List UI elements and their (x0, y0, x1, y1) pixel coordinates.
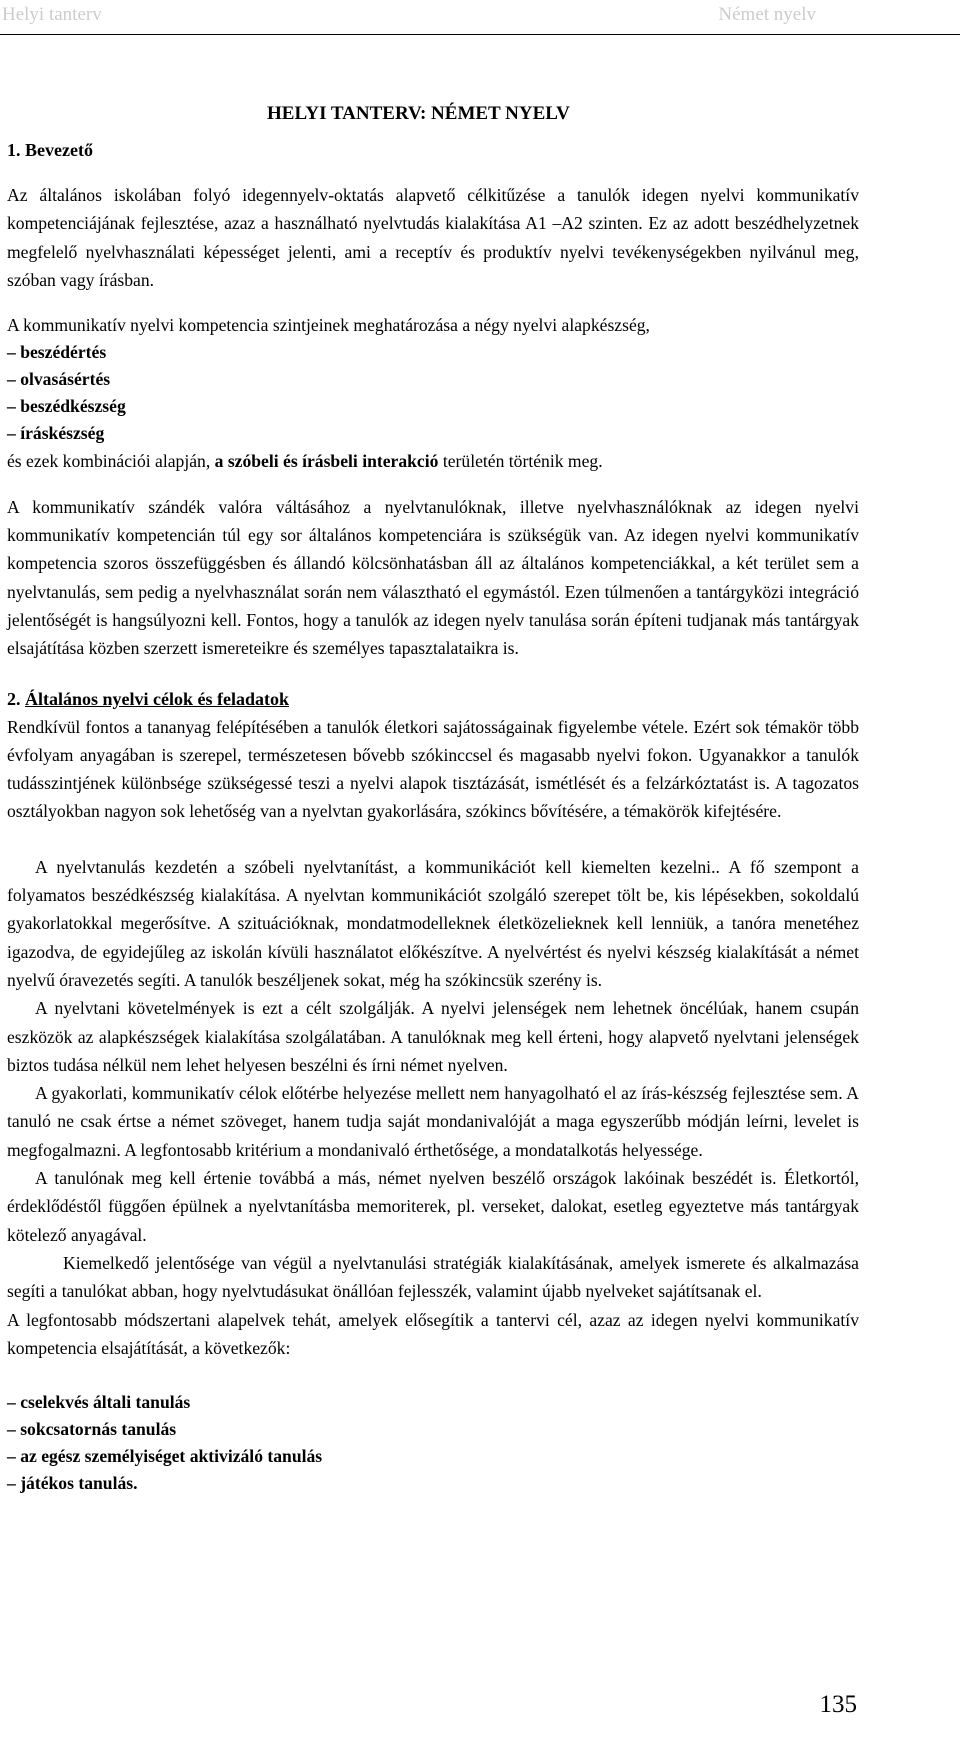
section-2-paragraph-4: A gyakorlati, kommunikatív célok előtérbe helyezése mellett nem hanyagolható el az írás-készség fejlesztése sem. A tanuló ne csak értse a német szöveget, hanem tudja saját mondanivalóját a maga egyszerűbb módján leírni, levelet is megfogalmazni. A legfontosabb kritérium a mondanivaló érthetősége, a mondatalkotás helyessége. (7, 1083, 859, 1160)
principle-item: – játékos tanulás. (7, 1473, 138, 1494)
page-header (0, 0, 960, 35)
document-title: HELYI TANTERV: NÉMET NYELV (267, 103, 570, 124)
principles-list (7, 1389, 859, 1497)
skill-item: – beszédkészség (7, 396, 126, 417)
section-2-paragraph-3: A nyelvtani követelmények is ezt a célt szolgálják. A nyelvi jelenségek nem lehetnek öncélúak, hanem csupán eszközök az alapkészségek kialakítása szolgálatában. A tanulóknak meg kell érteni, hogy alapvető nyelvtani jelenségek biztos tudása nélkül nem lehet helyesen beszélni és írni német nyelven. (7, 998, 859, 1075)
principle-item: – cselekvés általi tanulás (7, 1392, 191, 1413)
section-2-heading: 2. Általános nyelvi célok és feladatok (7, 688, 289, 709)
principle-item: – az egész személyiséget aktivizáló tanulás (7, 1446, 323, 1467)
section-1-paragraph-2-end: és ezek kombinációi alapján, a szóbeli és írásbeli interakció területén történik meg. (7, 451, 603, 472)
page-number: 135 (819, 1691, 857, 1718)
skill-item: – íráskészség (7, 423, 105, 444)
section-1-heading: 1. Bevezető (7, 140, 93, 160)
section-2-paragraph-2: A nyelvtanulás kezdetén a szóbeli nyelvtanítást, a kommunikációt kell kiemelten kezelni.. A fő szempont a folyamatos beszédkészség kialakítása. A nyelvtan kommunikációt szolgáló szerepet tölt be, kis lépésekben, sokoldalú gyakorlatokkal megerősítve. A szituációknak, mondatmodelleknek életközelieknek kell lenniük, a tanóra menetéhez igazodva, de egyidejűleg az iskolán kívüli használatot előkészítve. A nyelvértést és nyelvi készség kialakítását a német nyelvű óravezetés segíti. A tanulók beszéljenek sokat, még ha szókincsük szerény is. (7, 856, 859, 990)
header-right: Német nyelv (718, 4, 816, 25)
section-2-paragraph-6: Kiemelkedő jelentősége van végül a nyelvtanulási stratégiák kialakításának, amelyek ismerete és alkalmazása segíti a tanulókat abban, hogy nyelvtudásukat önállóan fejlesszék, valamint újabb nyelveket sajátítsanak el. (7, 1252, 859, 1302)
section-1-paragraph-3: A kommunikatív szándék valóra váltásához a nyelvtanulóknak, illetve nyelvhasználóknak az idegen nyelvi kommunikatív kompetencián túl egy sor általános kompetenciára is szükségük van. Az idegen nyelvi kommunikatív kompetencia szoros összefüggésben és állandó kölcsönhatásban áll az általános kompetenciákkal, a két terület sem a nyelvtanulás, sem pedig a nyelvhasználat során nem választható el egymástól. Ezen túlmenően a tantárgyközi integráció jelentőségét is hangsúlyozni kell. Fontos, hogy a tanulók az idegen nyelv tanulása során építeni tudjanak más tantárgyak elsajátítása közben szerzett ismereteikre és személyes tapasztalataikra is. (7, 496, 859, 659)
section-2-paragraph-7: A legfontosabb módszertani alapelvek tehát, amelyek elősegítik a tantervi cél, azaz az idegen nyelvi kommunikatív kompetencia elsajátítását, a következők: (7, 1309, 859, 1358)
section-1-paragraph-1: Az általános iskolában folyó idegennyelv-oktatás alapvető célkitűzése a tanulók idegen nyelvi kommunikatív kompetenciájának fejlesztése, azaz a használható nyelvtudás kialakítása A1 –A2 szinten. Ez az adott beszédhelyzetnek megfelelő nyelvhasználati képességet jelenti, ami a receptív és produktív nyelvi tevékenységekben nyilvánul meg, szóban vagy írásban. (7, 185, 859, 290)
interaction-emphasis: a szóbeli és írásbeli interakció (214, 451, 439, 472)
skill-item: – olvasásértés (7, 369, 111, 390)
section-2-paragraph-1: Rendkívül fontos a tananyag felépítésében a tanulók életkori sajátosságainak figyelembe vétele. Ezért sok témakör több évfolyam anyagában is szerepel, természetesen bővebb szókinccsel és magasabb nyelvi fokon. Ugyanakkor a tanulók tudásszintjének különbsége szükségessé teszi a nyelvi alapok tisztázását, ismétlését és a felzárkóztatást is. A tagozatos osztályokban nagyon sok lehetőség van a nyelvtan gyakorlására, szókincs bővítésére, a témakörök kifejtésére. (7, 716, 859, 822)
document-body (7, 100, 859, 1497)
section-2-paragraph-5: A tanulónak meg kell értenie továbbá a más, német nyelven beszélő országok lakóinak beszédét is. Életkortól, érdeklődéstől függően épülnek a nyelvtanításba memoriterek, pl. verseket, dalokat, esetleg egyeztetve más tantárgyak kötelező anyagával. (7, 1168, 859, 1245)
skill-item: – beszédértés (7, 342, 107, 363)
section-1-paragraph-2-intro: A kommunikatív nyelvi kompetencia szintjeinek meghatározása a négy nyelvi alapkészség, (7, 315, 650, 336)
principle-item: – sokcsatornás tanulás (7, 1419, 177, 1440)
header-left: Helyi tanterv (2, 4, 102, 25)
